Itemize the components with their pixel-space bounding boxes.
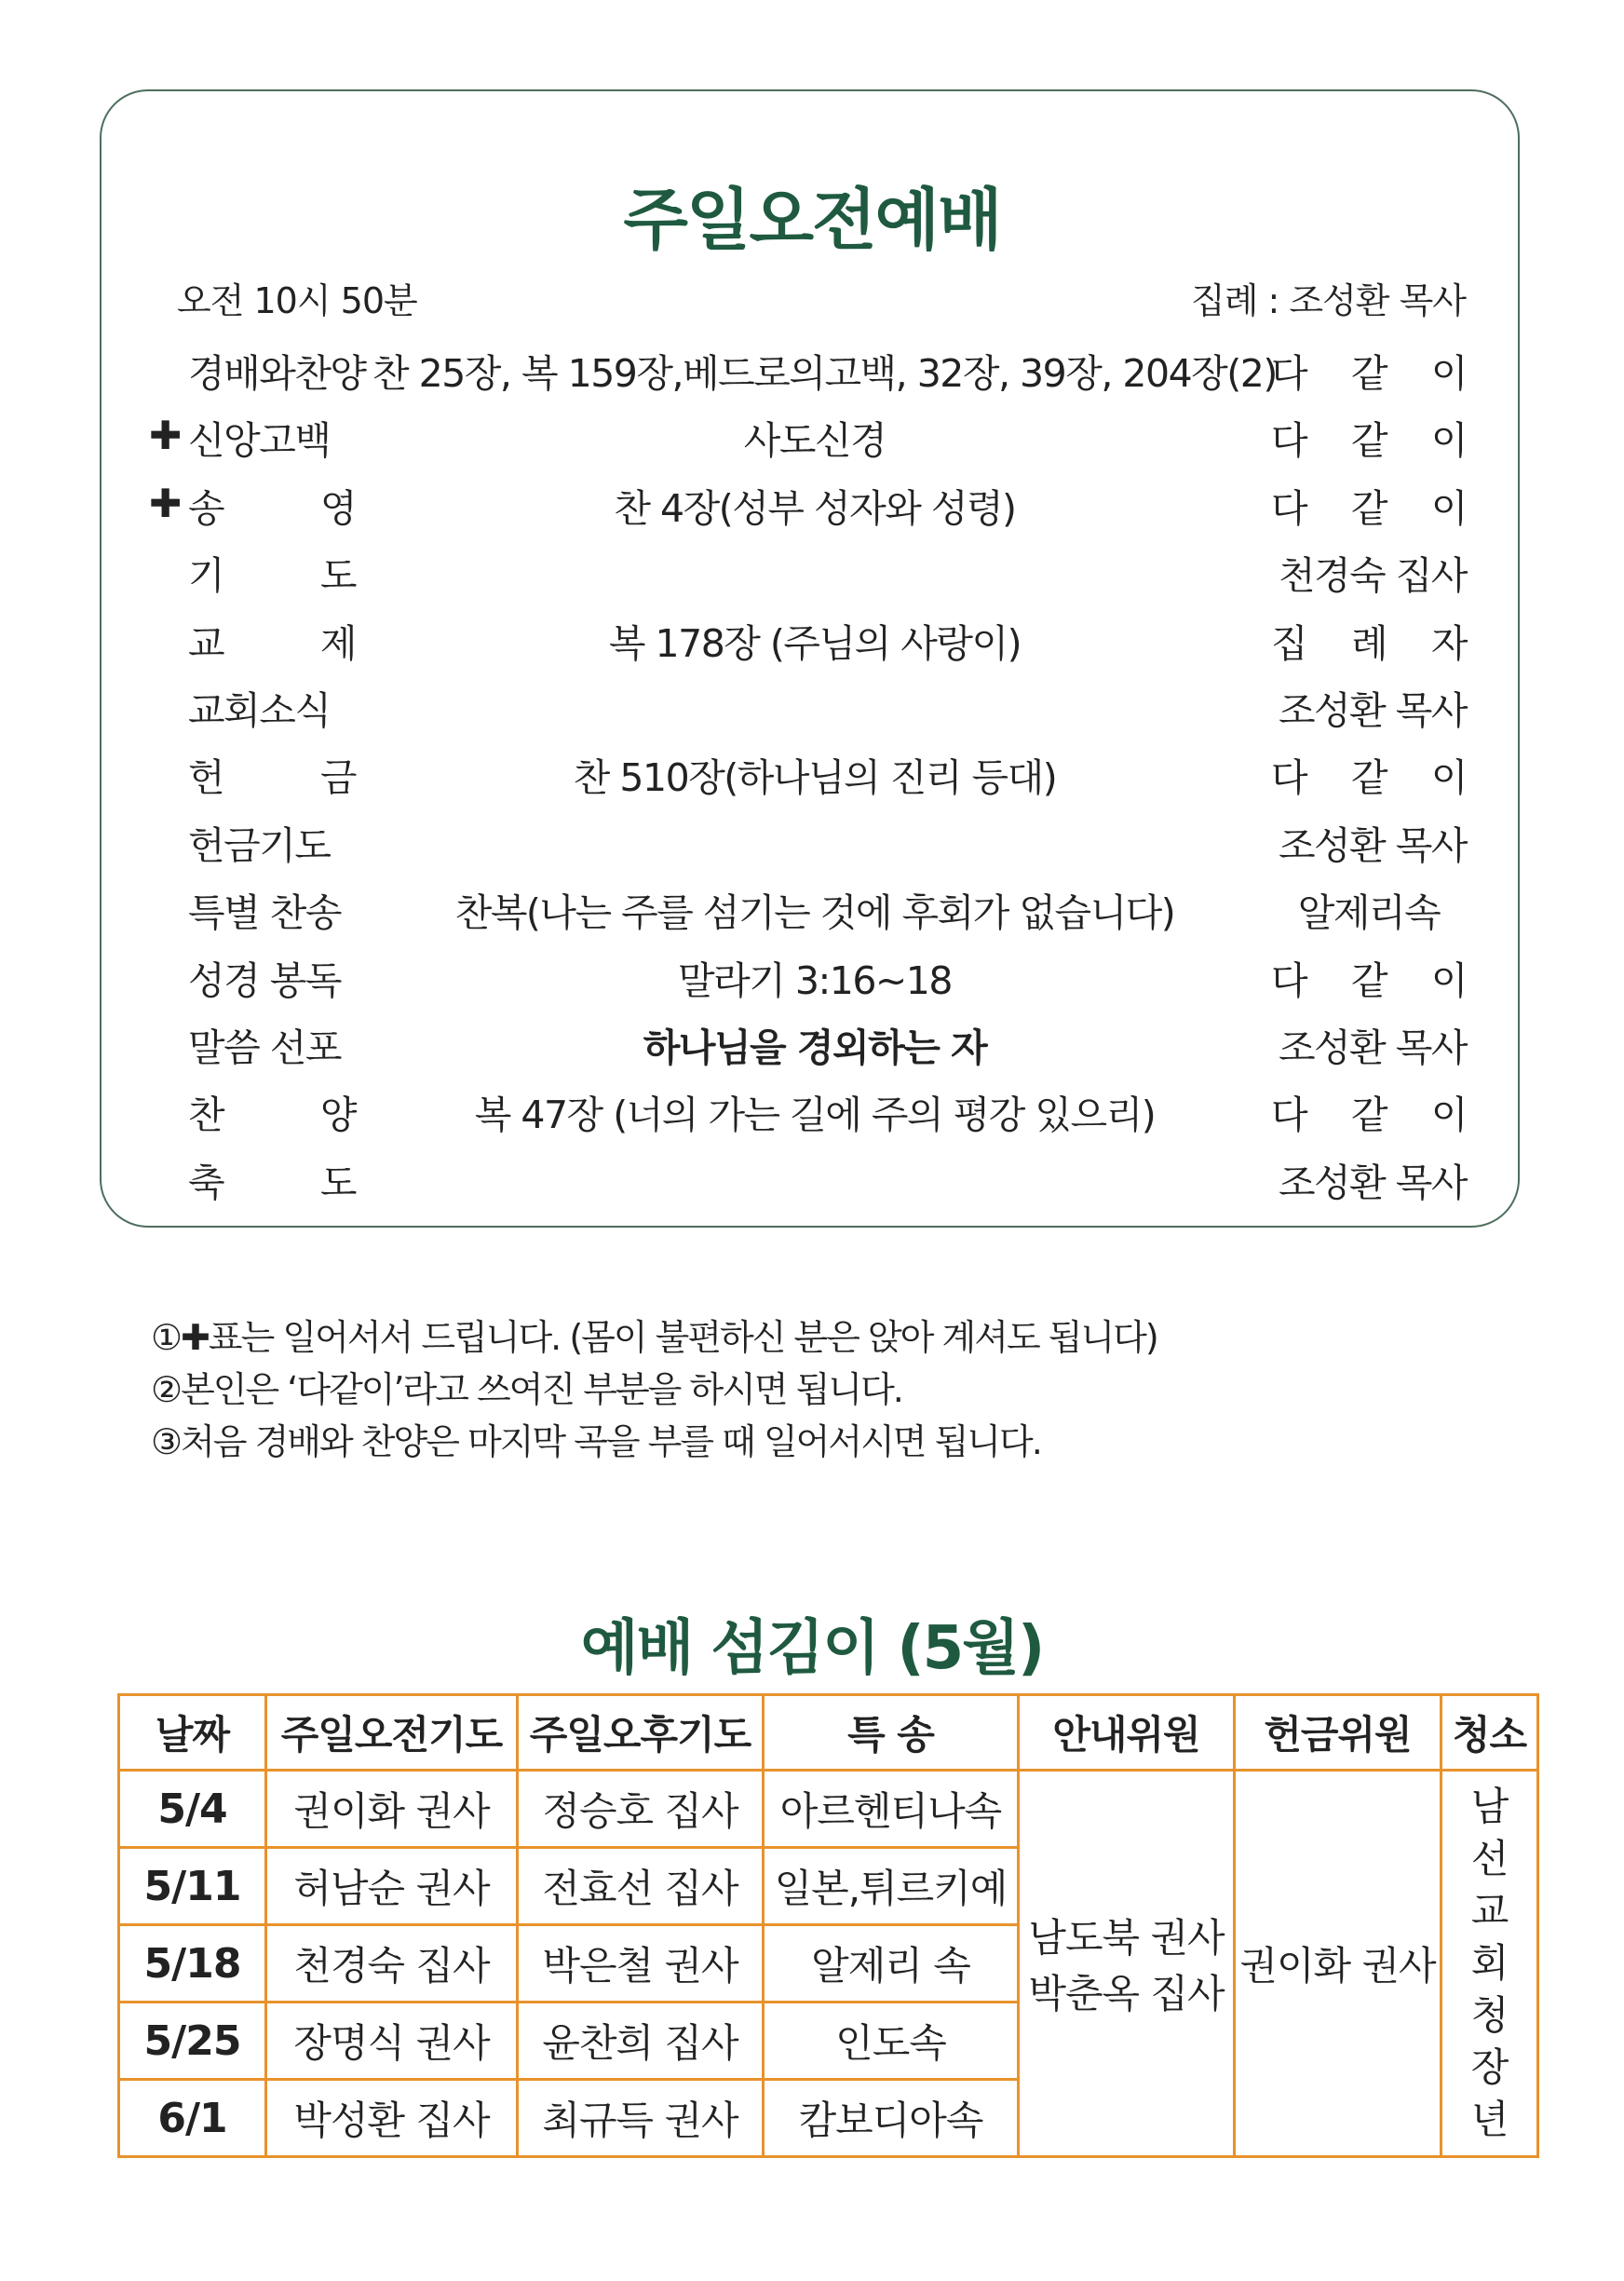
usher-name: 박춘옥 집사 — [1028, 1971, 1225, 2016]
label-part: 집 — [1271, 620, 1307, 666]
order-item: 헌금기도 — [188, 822, 331, 868]
order-leader: 조성환 목사 — [1278, 687, 1467, 733]
special-song-cell: 캄보디아속 — [764, 2080, 1019, 2157]
special-song-cell: 아르헨티나속 — [764, 1771, 1019, 1848]
header-afternoon-prayer: 주일오후기도 — [518, 1695, 764, 1771]
morning-prayer-cell: 권이화 권사 — [266, 1771, 518, 1848]
cleaning-char: 교 — [1470, 1888, 1509, 1934]
order-row — [0, 337, 1624, 404]
date-cell: 6/1 — [119, 2080, 266, 2157]
label-part: 다 — [1271, 755, 1307, 801]
label-part: 헌 — [188, 755, 224, 801]
special-song-cell: 알제리 속 — [764, 1925, 1019, 2003]
date-cell: 5/4 — [119, 1771, 266, 1848]
order-row — [0, 876, 1624, 944]
order-row — [0, 674, 1624, 741]
note-item — [151, 1364, 1157, 1416]
order-item: 성경 봉독 — [188, 957, 341, 1003]
order-leader — [1271, 478, 1467, 533]
order-item — [188, 613, 356, 668]
order-row — [0, 607, 1624, 674]
cleaning-char: 선 — [1470, 1836, 1509, 1881]
header-morning-prayer: 주일오전기도 — [266, 1695, 518, 1771]
label-part: 도 — [319, 1160, 356, 1205]
worship-time: 오전 10시 50분 — [177, 280, 417, 321]
label-part: 양 — [319, 1093, 356, 1138]
note-text: 표는 일어서서 드립니다. (몸이 불편하신 분은 앉아 계셔도 됩니다) — [208, 1317, 1157, 1358]
note-text: 처음 경배와 찬양은 마지막 곡을 부를 때 일어서시면 됩니다. — [181, 1421, 1041, 1462]
header-cleaning: 청소 — [1441, 1695, 1538, 1771]
order-item: 말씀 선포 — [188, 1025, 341, 1070]
morning-prayer-cell: 허남순 권사 — [266, 1848, 518, 1925]
order-leader: 조성환 목사 — [1278, 1160, 1467, 1205]
note-number: ① — [151, 1317, 182, 1358]
order-of-worship — [0, 337, 1624, 1214]
stand-cross-icon: ✚ — [181, 1317, 209, 1358]
order-content: 복 47장 (너의 가는 길에 주의 평강 있으리) — [474, 1093, 1156, 1138]
label-part: 이 — [1430, 485, 1467, 531]
stand-cross-icon: ✚ — [149, 480, 181, 526]
table-header-row — [119, 1695, 1538, 1771]
label-part: 다 — [1271, 351, 1307, 396]
date-cell: 5/11 — [119, 1848, 266, 1925]
afternoon-prayer-cell: 최규득 권사 — [518, 2080, 764, 2157]
label-part: 같 — [1350, 485, 1387, 531]
label-part: 송 — [188, 485, 224, 531]
morning-prayer-cell: 천경숙 집사 — [266, 1925, 518, 2003]
label-part: 찬 — [188, 1093, 224, 1138]
label-part: 이 — [1430, 351, 1467, 396]
label-part: 같 — [1350, 1093, 1387, 1138]
order-leader: 조성환 목사 — [1278, 822, 1467, 868]
label-part: 다 — [1271, 485, 1307, 531]
order-content: 말라기 3:16~18 — [678, 957, 952, 1003]
order-item — [188, 747, 356, 802]
note-item — [151, 1416, 1157, 1468]
note-item — [151, 1311, 1157, 1364]
order-leader — [1271, 343, 1467, 398]
note-text: 본인은 ‘다같이’라고 쓰여진 부분을 하시면 됩니다. — [181, 1369, 902, 1410]
afternoon-prayer-cell: 정승호 집사 — [518, 1771, 764, 1848]
worship-presider: 집례 : 조성환 목사 — [1191, 280, 1466, 321]
order-item: 경배와찬양 — [188, 351, 366, 396]
order-leader: 알제리속 — [1297, 890, 1441, 936]
order-leader — [1271, 410, 1467, 465]
label-part: 영 — [319, 485, 356, 531]
label-part: 같 — [1350, 418, 1387, 464]
stand-cross-icon: ✚ — [149, 413, 181, 459]
special-song-cell: 일본,튀르키예 — [764, 1848, 1019, 1925]
order-leader — [1271, 1084, 1467, 1139]
label-part: 축 — [188, 1160, 224, 1205]
order-content: 찬 4장(성부 성자와 성령) — [614, 485, 1016, 531]
label-part: 례 — [1350, 620, 1387, 666]
label-part: 이 — [1430, 957, 1467, 1003]
order-row — [0, 1012, 1624, 1079]
cleaning-char: 회 — [1470, 1940, 1509, 1986]
order-item — [188, 1084, 356, 1139]
label-part: 이 — [1430, 418, 1467, 464]
order-row — [0, 404, 1624, 471]
label-part: 같 — [1350, 755, 1387, 801]
label-part: 제 — [319, 620, 356, 666]
label-part: 다 — [1271, 1093, 1307, 1138]
worship-title: 주일오전예배 — [623, 181, 1001, 259]
date-cell: 5/25 — [119, 2003, 266, 2080]
order-item: 특별 찬송 — [188, 890, 341, 936]
order-content: 찬 25장, 복 159장,베드로의고백, 32장, 39장, 204장(2) — [372, 351, 1277, 396]
sermon-title: 하나님을 경외하는 자 — [643, 1025, 987, 1070]
cleaning-cell — [1441, 1771, 1538, 2157]
label-part: 이 — [1430, 755, 1467, 801]
label-part: 같 — [1350, 957, 1387, 1003]
order-leader: 천경숙 집사 — [1278, 553, 1467, 599]
label-part: 다 — [1271, 418, 1307, 464]
note-number: ② — [151, 1369, 182, 1410]
label-part: 다 — [1271, 957, 1307, 1003]
header-special-song: 특 송 — [764, 1695, 1019, 1771]
order-row — [0, 944, 1624, 1012]
table-row — [119, 1771, 1538, 1848]
order-content: 찬 510장(하나님의 진리 등대) — [573, 755, 1057, 801]
label-part: 자 — [1430, 620, 1467, 666]
order-item — [188, 478, 356, 533]
cleaning-char: 년 — [1470, 2097, 1509, 2142]
special-song-cell: 인도속 — [764, 2003, 1019, 2080]
morning-prayer-cell: 장명식 권사 — [266, 2003, 518, 2080]
order-leader — [1271, 613, 1467, 668]
order-content: 사도신경 — [743, 418, 886, 464]
order-row — [0, 472, 1624, 539]
header-offering: 헌금위원 — [1235, 1695, 1441, 1771]
header-ushers: 안내위원 — [1019, 1695, 1235, 1771]
label-part: 교 — [188, 620, 224, 666]
label-part: 이 — [1430, 1093, 1467, 1138]
cleaning-char: 남 — [1470, 1784, 1509, 1829]
label-part: 기 — [188, 553, 224, 599]
cleaning-char: 장 — [1470, 2044, 1509, 2090]
order-leader — [1271, 747, 1467, 802]
afternoon-prayer-cell: 전효선 집사 — [518, 1848, 764, 1925]
offering-cell: 권이화 권사 — [1235, 1771, 1441, 2157]
cleaning-char: 청 — [1470, 1992, 1509, 2038]
note-number: ③ — [151, 1421, 182, 1462]
label-part: 같 — [1350, 351, 1387, 396]
servants-table — [117, 1693, 1539, 2158]
order-leader: 조성환 목사 — [1278, 1025, 1467, 1070]
usher-name: 남도북 권사 — [1028, 1915, 1225, 1961]
afternoon-prayer-cell: 박은철 권사 — [518, 1925, 764, 2003]
order-row — [0, 1079, 1624, 1146]
header-date: 날짜 — [119, 1695, 266, 1771]
order-item — [188, 1152, 356, 1207]
order-row — [0, 741, 1624, 808]
morning-prayer-cell: 박성환 집사 — [266, 2080, 518, 2157]
order-item — [188, 545, 356, 600]
order-leader — [1271, 950, 1467, 1005]
label-part: 금 — [319, 755, 356, 801]
order-item: 교회소식 — [188, 687, 331, 733]
worship-notes — [151, 1311, 1157, 1468]
ushers-cell — [1019, 1771, 1235, 2157]
date-cell: 5/18 — [119, 1925, 266, 2003]
order-content: 찬복(나는 주를 섬기는 것에 후회가 없습니다) — [454, 890, 1175, 936]
order-row — [0, 1147, 1624, 1214]
order-row — [0, 809, 1624, 876]
afternoon-prayer-cell: 윤찬희 집사 — [518, 2003, 764, 2080]
label-part: 도 — [319, 553, 356, 599]
order-content: 복 178장 (주님의 사랑이) — [608, 620, 1022, 666]
order-row — [0, 539, 1624, 606]
servants-title: 예배 섬김이 (5월) — [580, 1614, 1044, 1683]
order-item: 신앙고백 — [188, 418, 331, 464]
